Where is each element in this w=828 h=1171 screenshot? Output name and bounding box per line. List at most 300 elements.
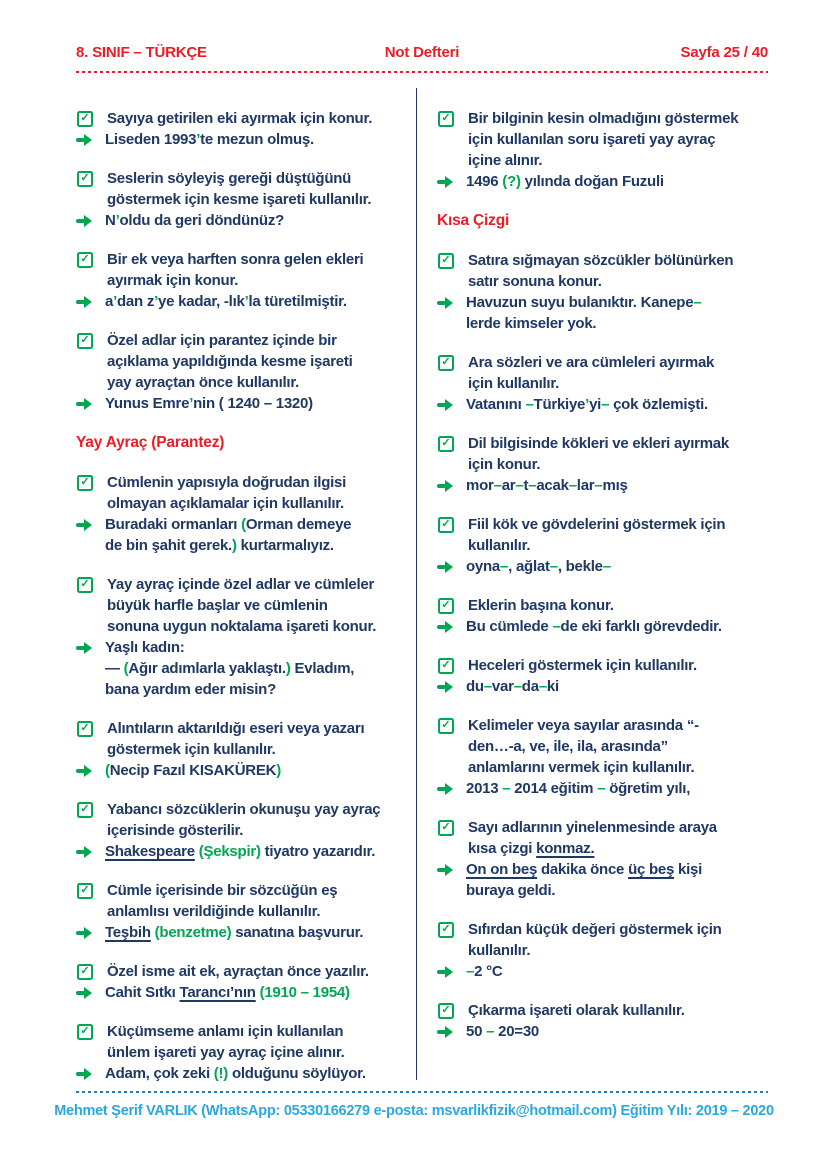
text-segment: (benzetme) [154,924,232,941]
rule-line [468,108,738,129]
rule-line [468,838,717,859]
rule-row [437,433,782,475]
example-row [437,394,782,415]
text-segment: çok özlemişti. [609,396,708,413]
text-segment: olduğunu söylüyor. [228,1065,366,1082]
example-row [76,129,407,150]
example-lines [105,514,351,556]
text-segment: ki [546,678,559,695]
text-segment: lerde kimseler yok. [466,315,597,332]
rule-line [468,514,725,535]
text-segment: ) [276,762,281,779]
text-segment: Yaşlı kadın: [105,639,185,656]
rule-row [76,472,407,514]
checkbox-icon: ✓ [77,475,93,491]
rule-lines [107,961,369,982]
text-segment: ) [231,537,237,554]
footer-text: Mehmet Şerif VARLIK (WhatsApp: 05330166279 e-posta: msvarlikfizik@hotmail.com) Eğitim Yılı: 2019 – 2020 [54,1103,774,1119]
example-row [76,1063,407,1084]
text-segment: için kullanılan soru işareti yay ayraç [468,131,716,148]
note-item [437,250,782,334]
text-segment: t [523,477,529,494]
text-segment: – [515,477,524,494]
checkbox-icon: ✓ [438,718,454,734]
example-lines [466,961,502,982]
text-segment: – [493,477,502,494]
example-lines [105,637,354,700]
note-item [76,880,407,943]
note-item [76,330,407,414]
example-row [76,637,407,700]
rule-line [468,940,722,961]
rule-row [76,961,407,982]
text-segment: – [594,477,603,494]
example-row [76,922,407,943]
rule-line [468,535,725,556]
rule-lines [468,514,725,556]
header-document-title: Not Defteri [384,44,460,61]
rule-lines [107,249,363,291]
example-line [105,922,363,943]
text-segment: Küçümseme anlamı için kullanılan [107,1023,344,1040]
example-line [105,1063,366,1084]
arrow-icon [76,1067,92,1081]
text-segment: öğretim yılı, [605,780,691,797]
arrow-icon [76,397,92,411]
text-segment: ( [123,660,129,677]
note-item [76,108,407,150]
example-line [466,616,722,637]
rule-line [107,718,364,739]
text-segment: Ağır adımlarla yaklaştı. [128,660,286,677]
example-line [466,313,701,334]
arrow-icon [76,986,92,1000]
example-row [437,859,782,901]
text-segment: göstermek için kullanılır. [107,741,276,758]
example-row [437,676,782,697]
note-item [76,961,407,1003]
text-segment: ye kadar, -lık [158,293,245,310]
text-segment: , bekle [557,558,603,575]
text-segment: Orman demeye [245,516,352,533]
example-row [437,171,782,192]
rule-row [76,799,407,841]
example-lines [105,982,350,1003]
text-segment: satır sonuna konur. [468,273,602,290]
rule-row [76,718,407,760]
example-line [466,171,664,192]
rule-line [468,271,733,292]
example-line [105,291,347,312]
text-segment: yay ayraçtan önce kullanılır. [107,374,300,391]
text-segment: 2014 eğitim [510,780,598,797]
rule-line [468,1000,685,1021]
rule-line [107,1042,345,1063]
text-segment: la türetilmiştir. [248,293,347,310]
text-segment: – [549,558,558,575]
rule-line [468,250,733,271]
page-header [76,44,768,61]
note-item [76,249,407,312]
note-item [437,595,782,637]
rule-lines [468,919,722,961]
checkbox-icon: ✓ [77,333,93,349]
example-lines [466,475,628,496]
rule-line [107,901,337,922]
text-segment: Heceleri göstermek için kullanılır. [468,657,697,674]
text-segment: Bir ek veya harften sonra gelen ekleri [107,251,364,268]
text-segment: – [597,780,606,797]
example-lines [466,778,690,799]
arrow-icon [76,133,92,147]
note-item [437,655,782,697]
text-segment: ’ [585,396,590,413]
arrow-icon [437,620,453,634]
note-item [437,352,782,415]
note-item [76,168,407,231]
example-row [437,556,782,577]
example-row [437,778,782,799]
rule-row [437,715,782,778]
text-segment: anlamlısı verildiğinde kullanılır. [107,903,321,920]
rule-lines [107,718,364,760]
example-line [105,129,314,150]
example-line [105,393,313,414]
text-segment: ’ [189,395,194,412]
text-segment: Necip Fazıl KISAKÜREK [109,762,277,779]
rule-lines [107,472,346,514]
example-line [466,778,690,799]
text-segment: – [486,1023,495,1040]
rule-lines [107,574,376,637]
text-segment: Türkiye [533,396,586,413]
text-segment: Ara sözleri ve ara cümleleri ayırmak [468,354,715,371]
text-segment: (1910 – 1954) [259,984,350,1001]
text-segment: — [105,660,124,677]
checkbox-icon: ✓ [438,111,454,127]
rule-row [76,249,407,291]
example-row [76,210,407,231]
text-segment: yılında doğan Fuzuli [520,173,664,190]
example-line [466,676,559,697]
text-segment: Sayı adlarının yinelenmesinde araya [468,819,717,836]
checkbox-icon: ✓ [77,111,93,127]
example-row [76,393,407,414]
example-line [105,637,354,658]
text-segment: buraya geldi. [466,882,556,899]
text-segment: Çıkarma işareti olarak kullanılır. [468,1002,685,1019]
section-heading: Kısa Çizgi [437,212,510,229]
rule-line [468,373,714,394]
text-segment: Alıntıların aktarıldığı eseri veya yazarı [107,720,365,737]
text-segment: Eklerin başına konur. [468,597,614,614]
checkbox-icon: ✓ [438,253,454,269]
text-segment: Teşbih [105,924,151,941]
arrow-icon [76,845,92,859]
text-segment: olmayan açıklamalar için kullanılır. [107,495,344,512]
text-segment: Liseden 1993 [105,131,197,148]
text-segment: – [528,477,537,494]
rule-row [76,1021,407,1063]
text-segment: ar [501,477,516,494]
arrow-icon [76,518,92,532]
rule-line [107,493,346,514]
rule-row [437,919,782,961]
text-segment: 2013 [466,780,503,797]
text-segment: oyna [466,558,501,575]
text-segment: için kullanılır. [468,375,560,392]
example-line [105,841,375,862]
example-line [466,394,708,415]
text-segment: ’ [115,212,120,229]
checkbox-icon: ✓ [438,436,454,452]
note-item [437,715,782,799]
rule-lines [107,108,372,129]
rule-lines [107,880,337,922]
text-segment: Özel adlar için parantez içinde bir [107,332,337,349]
checkbox-icon: ✓ [77,964,93,980]
text-segment: – [483,678,492,695]
text-segment: 1496 [466,173,503,190]
rule-row [437,514,782,556]
arrow-icon [437,680,453,694]
example-row [437,475,782,496]
rule-row [437,108,782,171]
example-lines [466,616,722,637]
note-item [437,108,782,192]
example-row [76,514,407,556]
example-lines [466,171,664,192]
text-segment: da [521,678,539,695]
text-segment: ( [105,762,110,779]
rule-line [468,817,717,838]
text-segment: Cümle içerisinde bir sözcüğün eş [107,882,338,899]
text-segment: – [513,678,522,695]
text-segment: N [105,212,116,229]
example-line [105,982,350,1003]
rule-line [468,919,722,940]
example-lines [105,841,375,862]
checkbox-icon: ✓ [438,598,454,614]
rule-lines [468,595,614,616]
text-segment: (!) [213,1065,229,1082]
rule-lines [468,433,729,475]
text-segment: kullanılır. [468,537,531,554]
rule-line [468,736,699,757]
text-segment: dan z [117,293,155,310]
arrow-icon [437,175,453,189]
rule-row [437,250,782,292]
text-segment: – [693,294,702,311]
text-segment: mış [602,477,628,494]
text-segment: Buradaki ormanları [105,516,242,533]
example-lines [105,1063,366,1084]
text-segment: üç beş [628,861,675,878]
text-segment: Özel isme ait ek, ayraçtan önce yazılır. [107,963,369,980]
text-segment: anlamlarını vermek için kullanılır. [468,759,695,776]
rule-line [107,799,380,820]
text-segment: nin ( 1240 – 1320) [193,395,313,412]
text-segment: Satıra sığmayan sözcükler bölünürken [468,252,734,269]
example-row [437,1021,782,1042]
checkbox-icon: ✓ [438,517,454,533]
text-segment: için konur. [468,456,541,473]
text-segment: Kelimeler veya sayılar arasında “- [468,717,699,734]
rule-line [468,454,729,475]
checkbox-icon: ✓ [77,252,93,268]
rule-line [107,189,371,210]
checkbox-icon: ✓ [77,802,93,818]
example-lines [105,129,314,150]
rule-line [468,655,697,676]
note-item [437,817,782,901]
rule-lines [468,108,738,171]
rule-line [107,1021,345,1042]
note-item [76,472,407,556]
text-segment: sanatına başvurur. [231,924,364,941]
text-segment: Shakespeare [105,843,195,860]
checkbox-icon: ✓ [77,171,93,187]
text-segment: ünlem işareti yay ayraç içine alınır. [107,1044,345,1061]
note-item [76,799,407,862]
text-segment: ’ [196,131,201,148]
arrow-icon [437,479,453,493]
example-line [466,1021,539,1042]
text-segment: du [466,678,484,695]
rule-line [468,715,699,736]
text-segment: büyük harfle başlar ve cümlenin [107,597,328,614]
arrow-icon [76,764,92,778]
text-segment: , ağlat [508,558,550,575]
rule-line [107,330,353,351]
example-line [105,760,281,781]
rule-row [76,574,407,637]
arrow-icon [437,782,453,796]
text-segment: a [105,293,114,310]
text-segment: oldu da geri döndünüz? [119,212,284,229]
rule-lines [107,799,380,841]
text-segment: var [491,678,514,695]
text-segment: – [502,780,511,797]
text-segment: den…-a, ve, ile, ila, arasında” [468,738,668,755]
footer-divider [76,1091,768,1093]
rule-line [468,595,614,616]
rule-row [76,168,407,210]
text-segment: 20=30 [494,1023,539,1040]
example-line [105,658,354,679]
arrow-icon [76,926,92,940]
text-segment: ( [241,516,246,533]
rule-line [107,880,337,901]
example-line [466,556,611,577]
note-item [437,433,782,496]
rule-line [107,616,376,637]
example-line [466,292,701,313]
checkbox-icon: ✓ [438,355,454,371]
header-course-title: 8. SINIF – TÜRKÇE [76,44,207,61]
example-lines [466,1021,539,1042]
text-segment: Yabancı sözcüklerin okunuşu yay ayraç [107,801,381,818]
checkbox-icon: ✓ [438,1003,454,1019]
example-line [466,961,502,982]
left-column [76,108,407,1102]
text-segment: Cahit Sıtkı [105,984,180,1001]
rule-line [107,108,372,129]
text-segment: Evladım, [290,660,355,677]
text-segment: Bir bilginin kesin olmadığını göstermek [468,110,739,127]
text-segment: ’ [244,293,249,310]
text-segment: ) [285,660,291,677]
rule-line [107,249,363,270]
text-segment: yi [589,396,602,413]
checkbox-icon: ✓ [438,658,454,674]
rule-line [468,150,738,171]
rule-row [437,817,782,859]
checkbox-icon: ✓ [77,577,93,593]
text-segment: (Şekspir) [198,843,261,860]
example-lines [466,292,701,334]
text-segment: mor [466,477,494,494]
rule-line [468,129,738,150]
text-segment: Seslerin söyleyiş gereği düştüğünü [107,170,352,187]
text-segment: Yunus Emre [105,395,190,412]
example-row [437,292,782,334]
example-lines [105,210,284,231]
arrow-icon [437,296,453,310]
rule-line [107,595,376,616]
text-segment: lar [576,477,595,494]
text-segment: Havuzun suyu bulanıktır. Kanepe [466,294,694,311]
arrow-icon [437,560,453,574]
text-segment: sonuna uygun noktalama işareti konur. [107,618,377,635]
example-line [105,535,351,556]
text-segment: ’ [154,293,159,310]
text-segment: – [466,963,475,980]
header-divider [76,71,768,73]
rule-lines [468,655,697,676]
rule-lines [468,352,714,394]
rule-line [107,574,376,595]
text-segment: göstermek için kesme işareti kullanılır. [107,191,372,208]
rule-lines [107,1021,345,1063]
example-line [105,514,351,535]
rule-line [468,757,699,778]
text-segment: acak [536,477,569,494]
text-segment: dakika önce [537,861,629,878]
text-segment: açıklama yapıldığında kesme işareti [107,353,353,370]
text-segment: kullanılır. [468,942,531,959]
arrow-icon [76,641,92,655]
rule-lines [107,168,371,210]
text-segment: – [601,396,610,413]
example-line [466,475,628,496]
text-segment: Sıfırdan küçük değeri göstermek için [468,921,722,938]
arrow-icon [437,863,453,877]
text-segment: – [552,618,561,635]
text-segment: 50 [466,1023,487,1040]
text-segment: kişi [674,861,703,878]
rule-row [437,595,782,616]
arrow-icon [76,214,92,228]
example-line [105,210,284,231]
text-segment: Adam, çok zeki [105,1065,214,1082]
text-segment: Vatanını [466,396,526,413]
note-item [437,919,782,982]
text-segment: Yay ayraç içinde özel adlar ve cümleler [107,576,375,593]
text-segment: 2 °C [474,963,503,980]
example-line [105,679,354,700]
text-segment: ’ [113,293,118,310]
